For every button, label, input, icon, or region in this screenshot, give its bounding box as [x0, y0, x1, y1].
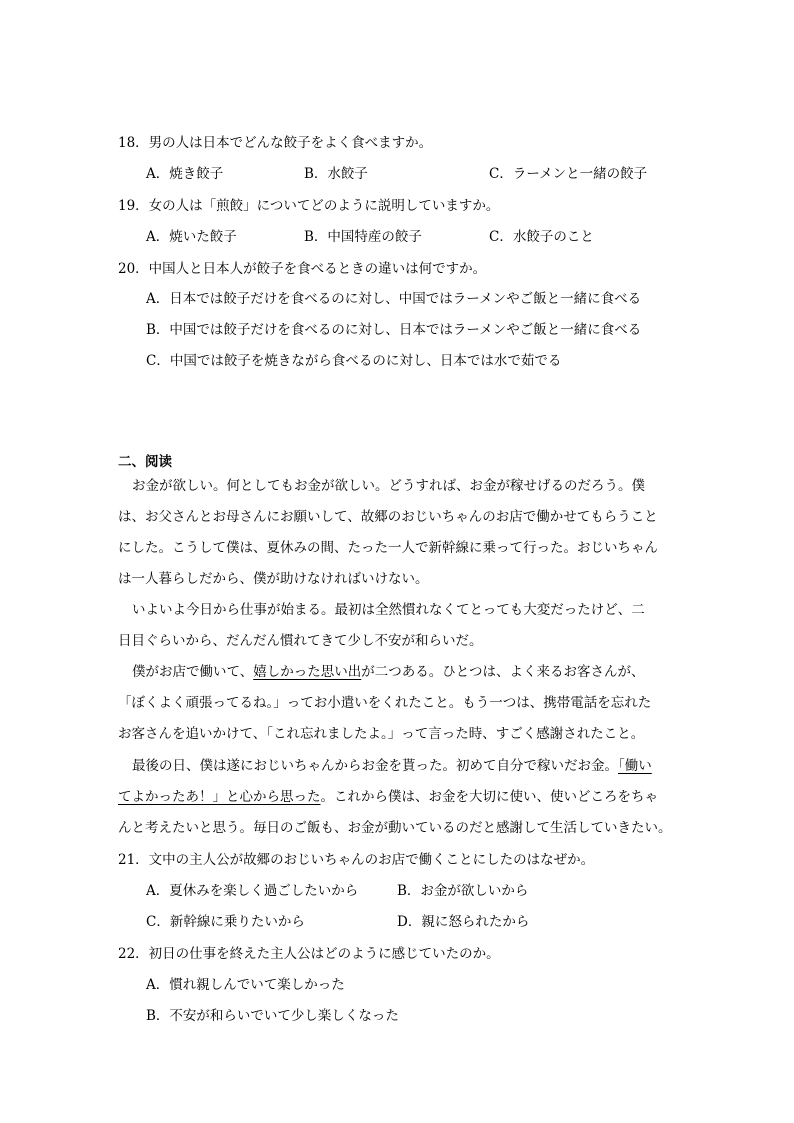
underlined-phrase: 「働い — [618, 758, 652, 774]
passage-line-6: 日目ぐらいから、だんだん慣れてきて少し不安が和らいだ。 — [118, 633, 483, 649]
passage-line-7 — [132, 662, 644, 682]
question-21-stem: 21．文中の主人公が故郷のおじいちゃんのお店で働くことにしたのはなぜか。 — [118, 852, 595, 868]
underlined-phrase: てよかったあ！」と心から思った — [118, 789, 321, 805]
passage-line-2: は、お父さんとお母さんにお願いして、故郷のおじいちゃんのお店で働かせてもらうこと — [118, 509, 658, 525]
passage-line-3: にした。こうして僕は、夏休みの間、たった一人で新幹線に乗って行った。おじいちゃん — [118, 540, 658, 556]
passage-text: が二つある。ひとつは、よく来るお客さんが、 — [361, 664, 645, 680]
q18-option-a: A．焼き餃子 — [146, 166, 224, 182]
underlined-phrase: 嬉しかった思い出 — [253, 664, 362, 680]
q20-option-c: C．中国では餃子を焼きながら食べるのに対し、日本では水で茹でる — [146, 353, 562, 369]
q21-option-c: C．新幹線に乗りたいから — [146, 914, 305, 930]
passage-text: 。これから僕は、お金を大切に使い、使いどころをちゃ — [320, 789, 658, 805]
passage-line-4: は一人暮らしだから、僕が助けなければいけない。 — [118, 571, 429, 587]
passage-line-12: んと考えたいと思う。毎日のご飯も、お金が動いているのだと感謝して生活していきたい。 — [118, 820, 672, 836]
question-18-stem: 18．男の人は日本でどんな餃子をよく食べますか。 — [118, 135, 433, 151]
q21-option-b: B．お金が欲しいから — [397, 883, 529, 899]
passage-line-5: いよいよ今日から仕事が始まる。最初は全然慣れなくてとっても大変だったけど、二 — [132, 602, 645, 618]
q18-option-c: C．ラーメンと一緒の餃子 — [489, 166, 648, 182]
passage-line-10 — [132, 756, 652, 776]
q20-option-b: B．中国では餃子だけを食べるのに対し、日本ではラーメンやご飯と一緒に食べる — [146, 322, 642, 338]
q21-option-a: A．夏休みを楽しく過ごしたいから — [146, 883, 359, 899]
passage-line-1: お金が欲しい。何としてもお金が欲しい。どうすれば、お金が稼せげるのだろう。僕 — [132, 478, 645, 494]
q20-option-a: A．日本では餃子だけを食べるのに対し、中国ではラーメンやご飯と一緒に食べる — [146, 291, 642, 307]
reading-heading: 二、阅读 — [118, 454, 172, 470]
q18-option-b: B．水餃子 — [304, 166, 368, 182]
question-19-stem: 19．女の人は「煎餃」についてどのように説明していますか。 — [118, 198, 500, 214]
passage-text: 僕がお店で働いて、 — [132, 664, 254, 680]
question-20-stem: 20．中国人と日本人が餃子を食べるときの違いは何ですか。 — [118, 261, 487, 277]
q22-option-a: A．慣れ親しんでいて楽しかった — [146, 977, 345, 993]
q19-option-c: C．水餃子のこと — [489, 229, 594, 245]
question-22-stem: 22．初日の仕事を終えた主人公はどのように感じていたのか。 — [118, 946, 500, 962]
q21-option-d: D．親に怒られたから — [397, 914, 530, 930]
q22-option-b: B．不安が和らいでいて少し楽しくなった — [146, 1008, 399, 1024]
q19-option-a: A．焼いた餃子 — [146, 229, 237, 245]
passage-line-11 — [118, 787, 658, 807]
passage-line-8: 「ぼくよく頑張ってるね。」ってお小遣いをくれたこと。もう一つは、携帯電話を忘れた — [118, 695, 652, 711]
q19-option-b: B．中国特産の餃子 — [304, 229, 422, 245]
passage-line-9: お客さんを追いかけて、「これ忘れましたよ。」って言った時、すごく感謝されたこと。 — [118, 726, 645, 742]
passage-text: 最後の日、僕は遂におじいちゃんからお金を貰った。初めて自分で稼いだお金。 — [132, 758, 618, 774]
